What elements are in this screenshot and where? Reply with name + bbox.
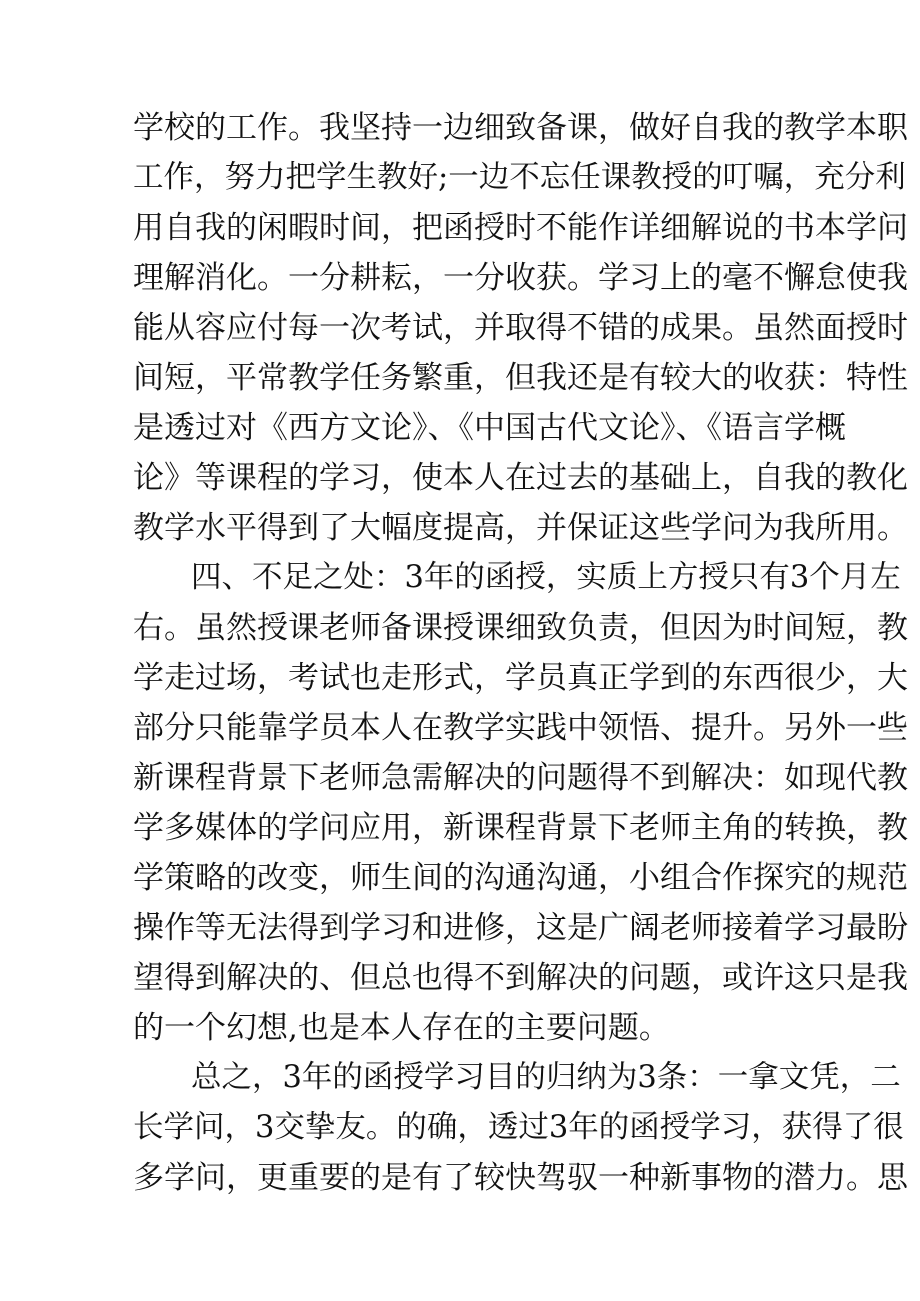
- line-text: 四、不足之处：3年的函授，实质上方授只有3个月左: [191, 560, 901, 595]
- line-text: 长学问，3交挚友。的确，透过3年的函授学习，获得了很: [133, 1110, 904, 1145]
- line-text: 学走过场，考试也走形式，学员真正学到的东西很少，大: [133, 660, 908, 696]
- line-text: 间短，平常教学任务繁重，但我还是有较大的收获：特性: [133, 360, 908, 396]
- line-text: 学策略的改变，师生间的沟通沟通，小组合作探究的规范: [133, 860, 908, 896]
- line-text: 教学水平得到了大幅度提高，并保证这些学问为我所用。: [133, 510, 908, 546]
- line-text: 理解消化。一分耕耘，一分收获。学习上的毫不懈怠使我: [133, 260, 908, 296]
- line-text: 的一个幻想,也是本人存在的主要问题。: [133, 1010, 670, 1046]
- line-text: 学校的工作。我坚持一边细致备课，做好自我的教学本职: [133, 110, 908, 146]
- line-text: 工作，努力把学生教好;一边不忘任课教授的叮嘱，充分利: [133, 160, 906, 195]
- line-text: 用自我的闲暇时间，把函授时不能作详细解说的书本学问: [133, 210, 908, 246]
- line-text: 右。虽然授课老师备课授课细致负责，但因为时间短，教: [133, 610, 908, 646]
- line-text: 多学问，更重要的是有了较快驾驭一种新事物的潜力。思: [133, 1160, 908, 1196]
- line-text: 学多媒体的学问应用，新课程背景下老师主角的转换，教: [133, 810, 908, 846]
- line-text: 能从容应付每一次考试，并取得不错的成果。虽然面授时: [133, 310, 908, 346]
- line-text: 新课程背景下老师急需解决的问题得不到解决：如现代教: [133, 760, 908, 796]
- line-text: 部分只能靠学员本人在教学实践中领悟、提升。另外一些: [133, 710, 908, 746]
- line-text: 望得到解决的、但总也得不到解决的问题，或许这只是我: [133, 960, 908, 996]
- line-text: 是透过对《西方文论》、《中国古代文论》、《语言学概: [133, 410, 846, 446]
- line-text: 操作等无法得到学习和进修，这是广阔老师接着学习最盼: [133, 910, 908, 946]
- line-text: 论》等课程的学习，使本人在过去的基础上，自我的教化: [133, 460, 908, 496]
- line-text: 总之，3年的函授学习目的归纳为3条：一拿文凭，二: [191, 1060, 901, 1095]
